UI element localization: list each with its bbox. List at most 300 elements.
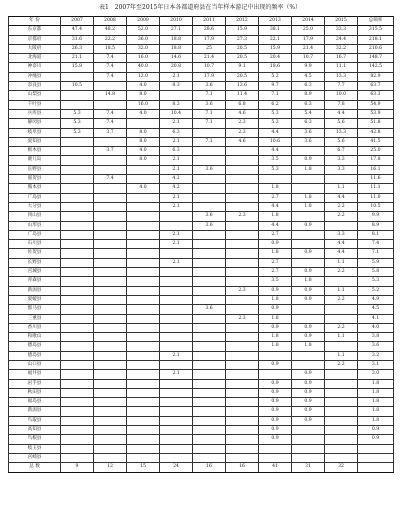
frequency-cell [94, 444, 127, 453]
frequency-cell: 0.9 [259, 360, 292, 369]
frequency-cell [160, 379, 193, 388]
prefecture-name-cell: 枥木县 [9, 147, 61, 156]
frequency-cell [259, 444, 292, 453]
frequency-cell: 6.3 [160, 147, 193, 156]
frequency-cell [226, 323, 259, 332]
frequency-cell: 8.1 [358, 230, 394, 239]
frequency-cell: 48.2 [94, 26, 127, 35]
frequency-cell [259, 351, 292, 360]
frequency-cell [127, 295, 160, 304]
total-cell: 12 [94, 463, 127, 472]
frequency-cell [127, 230, 160, 239]
table-row [9, 360, 394, 369]
frequency-cell [61, 156, 94, 165]
frequency-cell [160, 277, 193, 286]
frequency-cell [292, 360, 325, 369]
frequency-cell: 2.3 [226, 314, 259, 323]
prefecture-name-cell: 三重县 [9, 314, 61, 323]
table-row [9, 175, 394, 184]
frequency-cell [325, 444, 358, 453]
prefecture-name-cell: 冈山县 [9, 212, 61, 221]
frequency-cell: 2.1 [160, 258, 193, 267]
frequency-cell: 4.0 [127, 147, 160, 156]
prefecture-name-cell: 岐玉县 [9, 444, 61, 453]
frequency-cell: 10.6 [259, 137, 292, 146]
frequency-cell: 2.7 [259, 230, 292, 239]
frequency-cell: 6.8 [226, 100, 259, 109]
table-row [9, 82, 394, 91]
frequency-cell [127, 379, 160, 388]
frequency-cell [226, 351, 259, 360]
frequency-cell: 1.8 [292, 277, 325, 286]
frequency-cell: 2.1 [160, 156, 193, 165]
frequency-cell [193, 388, 226, 397]
frequency-cell [226, 398, 259, 407]
frequency-cell [61, 147, 94, 156]
frequency-cell: 22.2 [94, 35, 127, 44]
frequency-cell [61, 212, 94, 221]
frequency-cell [226, 193, 259, 202]
frequency-cell [94, 314, 127, 323]
table-row [9, 453, 394, 462]
frequency-cell [94, 286, 127, 295]
frequency-cell [226, 184, 259, 193]
frequency-cell [94, 323, 127, 332]
frequency-cell: 6.7 [325, 147, 358, 156]
frequency-cell: 1.8 [358, 398, 394, 407]
frequency-cell: 7.4 [94, 72, 127, 81]
frequency-cell: 22.1 [259, 35, 292, 44]
frequency-cell: 0.9 [292, 370, 325, 379]
frequency-cell [226, 388, 259, 397]
frequency-cell [127, 286, 160, 295]
prefecture-name-cell: 广岛县 [9, 230, 61, 239]
frequency-cell: 4.5 [358, 305, 394, 314]
frequency-cell [94, 295, 127, 304]
frequency-cell: 0.9 [259, 398, 292, 407]
frequency-cell: 9.1 [226, 63, 259, 72]
table-row [9, 202, 394, 211]
frequency-cell: 5.3 [61, 109, 94, 118]
prefecture-name-cell: 群马县 [9, 305, 61, 314]
prefecture-name-cell: 北海道 [9, 54, 61, 63]
frequency-cell: 33.3 [325, 26, 358, 35]
frequency-cell [127, 193, 160, 202]
frequency-cell [61, 305, 94, 314]
frequency-cell: 27.1 [160, 26, 193, 35]
frequency-cell [61, 249, 94, 258]
table-row [9, 314, 394, 323]
frequency-cell: 4.4 [325, 249, 358, 258]
table-row [9, 100, 394, 109]
frequency-cell: 3.6 [358, 342, 394, 351]
frequency-cell: 11.1 [358, 184, 394, 193]
frequency-cell: 9.7 [259, 82, 292, 91]
frequency-cell: 3.2 [358, 351, 394, 360]
frequency-cell [94, 202, 127, 211]
frequency-cell [94, 370, 127, 379]
frequency-cell [61, 398, 94, 407]
frequency-cell: 0.9 [259, 305, 292, 314]
frequency-cell: 0.9 [292, 268, 325, 277]
frequency-cell: 5.3 [61, 128, 94, 137]
frequency-cell [193, 370, 226, 379]
frequency-cell: 20.5 [226, 72, 259, 81]
frequency-cell [94, 333, 127, 342]
prefecture-name-cell: 京都府 [9, 35, 61, 44]
frequency-cell [94, 165, 127, 174]
frequency-cell: 10.5 [358, 202, 394, 211]
frequency-cell [94, 351, 127, 360]
frequency-cell: 1.1 [325, 286, 358, 295]
frequency-cell: 3.6 [193, 212, 226, 221]
frequency-cell: 3.0 [358, 370, 394, 379]
frequency-cell: 5.3 [259, 119, 292, 128]
frequency-cell: 20.4 [259, 54, 292, 63]
frequency-cell: 17.9 [193, 72, 226, 81]
column-header: 2007 [61, 17, 94, 26]
frequency-cell: 31.6 [61, 35, 94, 44]
frequency-cell: 3.6 [193, 82, 226, 91]
frequency-cell [325, 388, 358, 397]
column-header: 2008 [94, 17, 127, 26]
prefecture-name-cell: 大分县 [9, 202, 61, 211]
frequency-cell: 3.6 [292, 128, 325, 137]
frequency-cell: 2.1 [160, 72, 193, 81]
frequency-cell: 4.1 [358, 314, 394, 323]
frequency-cell [193, 435, 226, 444]
frequency-cell: 26.3 [61, 44, 94, 53]
frequency-cell [226, 444, 259, 453]
frequency-cell [61, 230, 94, 239]
frequency-cell [94, 212, 127, 221]
column-header: 2011 [193, 17, 226, 26]
frequency-cell: 7.8 [325, 100, 358, 109]
frequency-cell [94, 100, 127, 109]
frequency-cell [193, 230, 226, 239]
frequency-cell [94, 360, 127, 369]
frequency-cell: 8.0 [127, 91, 160, 100]
frequency-cell [61, 407, 94, 416]
frequency-cell: 13.6 [226, 82, 259, 91]
frequency-cell: 0.9 [358, 426, 394, 435]
frequency-cell: 25.0 [358, 147, 394, 156]
frequency-cell: 2.7 [259, 193, 292, 202]
frequency-cell: 1.8 [292, 202, 325, 211]
frequency-cell [226, 221, 259, 230]
prefecture-name-cell: 滋贺县 [9, 175, 61, 184]
frequency-cell: 47.4 [61, 26, 94, 35]
frequency-cell [127, 342, 160, 351]
table-row [9, 333, 394, 342]
frequency-cell: 2.2 [325, 360, 358, 369]
prefecture-name-cell: 奈良县 [9, 82, 61, 91]
total-cell: 16 [193, 463, 226, 472]
frequency-cell: 0.9 [259, 323, 292, 332]
frequency-cell: 4.0 [358, 323, 394, 332]
prefecture-name-cell: 爱知县 [9, 137, 61, 146]
frequency-cell: 20.5 [226, 54, 259, 63]
frequency-cell: 148.7 [358, 54, 394, 63]
frequency-cell: 5.2 [358, 286, 394, 295]
frequency-cell [61, 202, 94, 211]
frequency-cell: 0.9 [292, 379, 325, 388]
frequency-cell: 1.8 [259, 184, 292, 193]
frequency-cell: 0.9 [292, 156, 325, 165]
frequency-cell: 0.9 [259, 426, 292, 435]
frequency-cell [94, 453, 127, 462]
table-row [9, 147, 394, 156]
frequency-cell [193, 360, 226, 369]
frequency-cell: 12.0 [127, 72, 160, 81]
total-label-cell: 总 数 [9, 463, 61, 472]
frequency-cell [292, 240, 325, 249]
frequency-cell [325, 379, 358, 388]
prefecture-name-cell: 爱媛县 [9, 295, 61, 304]
frequency-cell [61, 351, 94, 360]
frequency-cell [127, 305, 160, 314]
frequency-cell [127, 249, 160, 258]
total-cell: 15 [127, 463, 160, 472]
table-row [9, 323, 394, 332]
table-row [9, 398, 394, 407]
frequency-cell [226, 175, 259, 184]
table-row [9, 249, 394, 258]
frequency-cell [226, 360, 259, 369]
frequency-cell [94, 82, 127, 91]
frequency-cell: 8.9 [358, 221, 394, 230]
frequency-cell: 0.9 [358, 435, 394, 444]
frequency-cell [127, 202, 160, 211]
frequency-cell [94, 184, 127, 193]
frequency-cell [94, 435, 127, 444]
frequency-cell: 0.9 [292, 323, 325, 332]
frequency-cell [325, 407, 358, 416]
frequency-cell [160, 333, 193, 342]
frequency-cell [160, 407, 193, 416]
prefecture-name-cell: 新潟县 [9, 407, 61, 416]
frequency-cell [94, 221, 127, 230]
frequency-cell: 2.1 [160, 119, 193, 128]
frequency-cell [61, 100, 94, 109]
frequency-cell [226, 342, 259, 351]
frequency-cell: 6.3 [292, 82, 325, 91]
frequency-cell: 2.1 [160, 230, 193, 239]
frequency-cell [61, 193, 94, 202]
frequency-cell: 2.2 [325, 323, 358, 332]
frequency-cell [61, 342, 94, 351]
frequency-cell: 4.4 [259, 221, 292, 230]
prefecture-name-cell: 宫崎县 [9, 453, 61, 462]
table-row [9, 44, 394, 53]
table-row [9, 305, 394, 314]
frequency-cell [61, 370, 94, 379]
frequency-cell [325, 370, 358, 379]
prefecture-name-cell: 香川县 [9, 323, 61, 332]
frequency-cell: 0.9 [292, 295, 325, 304]
frequency-cell [226, 379, 259, 388]
prefecture-name-cell: 大阪府 [9, 44, 61, 53]
frequency-cell: 11.0 [358, 193, 394, 202]
frequency-cell: 2.3 [226, 212, 259, 221]
frequency-cell: 41.5 [358, 137, 394, 146]
frequency-cell: 5.3 [259, 165, 292, 174]
frequency-cell: 82.9 [358, 72, 394, 81]
frequency-cell [94, 249, 127, 258]
frequency-cell [94, 305, 127, 314]
frequency-cell [160, 453, 193, 462]
frequency-cell: 4.6 [226, 109, 259, 118]
frequency-cell [94, 407, 127, 416]
frequency-cell: 0.9 [259, 379, 292, 388]
frequency-cell [160, 249, 193, 258]
frequency-cell: 4.5 [292, 72, 325, 81]
frequency-cell [325, 314, 358, 323]
frequency-cell [193, 416, 226, 425]
frequency-cell [160, 221, 193, 230]
frequency-cell: 5.4 [292, 109, 325, 118]
frequency-cell: 6.3 [292, 100, 325, 109]
frequency-cell [226, 230, 259, 239]
frequency-cell [61, 333, 94, 342]
table-row [9, 379, 394, 388]
frequency-cell: 27.3 [226, 35, 259, 44]
table-row [9, 119, 394, 128]
table-row [9, 165, 394, 174]
frequency-cell [127, 426, 160, 435]
frequency-cell [127, 314, 160, 323]
table-row [9, 444, 394, 453]
prefecture-name-cell: 鹿儿岛 [9, 156, 61, 165]
frequency-cell [61, 426, 94, 435]
frequency-cell [160, 305, 193, 314]
frequency-cell [61, 435, 94, 444]
prefecture-name-cell: 高知县 [9, 426, 61, 435]
frequency-cell [160, 295, 193, 304]
frequency-cell [193, 426, 226, 435]
prefecture-name-cell: 冲绳县 [9, 72, 61, 81]
frequency-cell [61, 72, 94, 81]
table-body [9, 26, 394, 472]
frequency-cell: 2.2 [325, 268, 358, 277]
frequency-cell [292, 184, 325, 193]
frequency-cell: 8.3 [160, 82, 193, 91]
frequency-cell: 2.1 [160, 137, 193, 146]
frequency-cell [127, 268, 160, 277]
frequency-cell: 1.8 [292, 342, 325, 351]
frequency-cell: 1.8 [259, 333, 292, 342]
frequency-cell [160, 212, 193, 221]
frequency-cell [127, 175, 160, 184]
frequency-cell [325, 453, 358, 462]
frequency-cell [193, 453, 226, 462]
frequency-cell [193, 128, 226, 137]
table-row [9, 435, 394, 444]
frequency-cell [94, 379, 127, 388]
frequency-cell: 5.3 [259, 109, 292, 118]
frequency-cell [127, 221, 160, 230]
frequency-cell [94, 342, 127, 351]
table-row [9, 72, 394, 81]
frequency-cell [325, 435, 358, 444]
frequency-cell [292, 175, 325, 184]
prefecture-name-cell: 广岛县 [9, 193, 61, 202]
frequency-cell: 38.1 [259, 26, 292, 35]
prefecture-name-cell: 静冈县 [9, 119, 61, 128]
table-row [9, 407, 394, 416]
frequency-cell: 32.0 [127, 44, 160, 53]
frequency-cell: 20.5 [226, 44, 259, 53]
frequency-cell [127, 388, 160, 397]
frequency-cell: 5.6 [325, 137, 358, 146]
frequency-cell: 0.9 [259, 416, 292, 425]
frequency-cell: 14.8 [94, 91, 127, 100]
frequency-cell: 5.6 [325, 119, 358, 128]
frequency-cell [127, 333, 160, 342]
frequency-cell [193, 268, 226, 277]
table-row [9, 128, 394, 137]
frequency-cell [160, 426, 193, 435]
frequency-cell: 3.6 [292, 137, 325, 146]
prefecture-name-cell: 山形县 [9, 221, 61, 230]
total-cell: 32 [325, 463, 358, 472]
frequency-cell: 2.7 [259, 258, 292, 267]
frequency-cell [358, 453, 394, 462]
frequency-cell: 7.4 [94, 54, 127, 63]
table-row [9, 63, 394, 72]
frequency-cell: 5.9 [358, 258, 394, 267]
frequency-cell [94, 398, 127, 407]
frequency-cell [127, 323, 160, 332]
frequency-cell: 1.1 [325, 184, 358, 193]
header-row [9, 17, 394, 26]
prefecture-name-cell: 佐贺县 [9, 249, 61, 258]
table-row [9, 240, 394, 249]
frequency-cell: 7.1 [193, 109, 226, 118]
frequency-cell: 1.1 [325, 333, 358, 342]
table-row [9, 109, 394, 118]
frequency-cell: 2.1 [160, 351, 193, 360]
frequency-cell: 8.3 [160, 100, 193, 109]
frequency-cell [193, 314, 226, 323]
frequency-cell [61, 295, 94, 304]
prefecture-name-cell: 岩手县 [9, 379, 61, 388]
frequency-cell: 3.6 [193, 100, 226, 109]
frequency-cell [292, 212, 325, 221]
table-row [9, 342, 394, 351]
frequency-cell: 1.1 [325, 351, 358, 360]
frequency-cell: 53.9 [358, 109, 394, 118]
total-cell: 24 [160, 463, 193, 472]
frequency-cell [226, 305, 259, 314]
frequency-cell [226, 333, 259, 342]
frequency-cell: 7.4 [94, 119, 127, 128]
frequency-cell: 17.8 [358, 156, 394, 165]
frequency-cell [61, 137, 94, 146]
frequency-cell [61, 165, 94, 174]
table-caption: 表1 2007年至2015年日本各都道府县在当年样本游记中出现的频率（%） [98, 4, 302, 11]
frequency-cell: 13.3 [325, 72, 358, 81]
frequency-cell [292, 351, 325, 360]
frequency-cell [160, 398, 193, 407]
frequency-cell [259, 175, 292, 184]
frequency-cell: 4.0 [127, 109, 160, 118]
frequency-cell [292, 453, 325, 462]
frequency-cell [193, 277, 226, 286]
table-row [9, 258, 394, 267]
frequency-cell [61, 91, 94, 100]
total-cell: 31 [292, 463, 325, 472]
